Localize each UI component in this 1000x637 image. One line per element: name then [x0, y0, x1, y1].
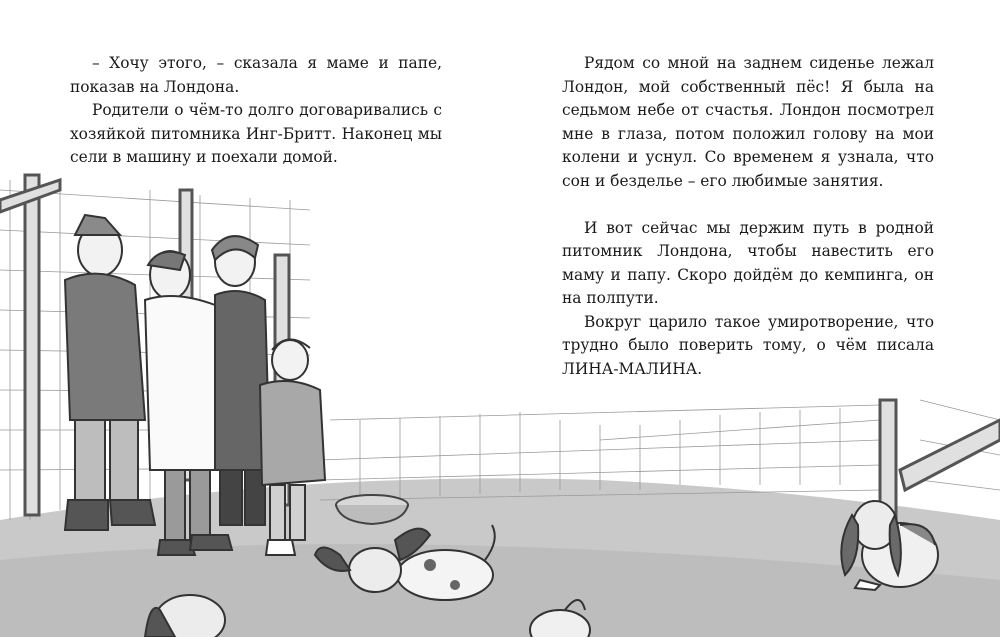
paragraph: Родители о чём-то долго договаривались с хозяйкой питомника Инг-Бритт. Наконец мы сели в машину и поехали домой. [70, 101, 442, 166]
paragraph: – Хочу этого, – сказала я маме и папе, показав на Лондона. [70, 54, 442, 96]
right-page-text [562, 52, 934, 381]
paragraph: Рядом со мной на заднем сиденье лежал Лондон, мой собственный пёс! Я была на седьмом небе от счастья. Лондон посмотрел мне в глаза, потом положил голову на мои колени и уснул. Со временем я узнала, что сон и безделье – его любимые занятия. [562, 54, 934, 190]
paragraph: И вот сейчас мы держим путь в родной питомник Лондона, чтобы навестить его маму и папу. Скоро дойдём до кемпинга, он на полпути. [562, 218, 934, 307]
paragraph: Вокруг царило такое умиротворение, что трудно было поверить тому, о чём писала ЛИНА-МАЛИНА. [562, 312, 934, 378]
left-page-text [70, 52, 442, 170]
right-page [500, 0, 1000, 637]
